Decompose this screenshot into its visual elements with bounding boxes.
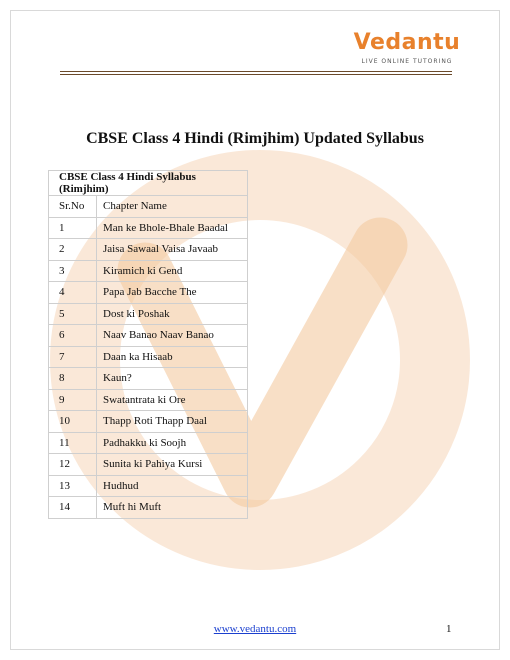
cell-srno: 11 (49, 432, 97, 454)
cell-chapter-name: Kiramich ki Gend (97, 260, 248, 282)
table-row (49, 325, 248, 347)
cell-chapter-name: Thapp Roti Thapp Daal (97, 411, 248, 433)
cell-srno: 10 (49, 411, 97, 433)
table-header-row (49, 196, 248, 218)
cell-chapter-name: Naav Banao Naav Banao (97, 325, 248, 347)
page-number: 1 (446, 623, 452, 635)
table-row (49, 239, 248, 261)
cell-srno: 9 (49, 389, 97, 411)
cell-chapter-name: Daan ka Hisaab (97, 346, 248, 368)
cell-srno: 7 (49, 346, 97, 368)
cell-srno: 12 (49, 454, 97, 476)
vedantu-logo[interactable] (352, 30, 462, 70)
header-divider (60, 71, 452, 75)
cell-srno: 3 (49, 260, 97, 282)
cell-chapter-name: Dost ki Poshak (97, 303, 248, 325)
cell-srno: 14 (49, 497, 97, 519)
cell-chapter-name: Papa Jab Bacche The (97, 282, 248, 304)
table-row (49, 368, 248, 390)
column-header-chapter: Chapter Name (97, 196, 248, 218)
syllabus-table (48, 170, 248, 519)
cell-srno: 2 (49, 239, 97, 261)
logo-wordmark: Vedantu (353, 30, 461, 55)
cell-chapter-name: Man ke Bhole-Bhale Baadal (97, 217, 248, 239)
document-title: CBSE Class 4 Hindi (Rimjhim) Updated Syllabus (86, 130, 424, 147)
cell-srno: 4 (49, 282, 97, 304)
table-row (49, 454, 248, 476)
cell-srno: 5 (49, 303, 97, 325)
logo-tagline: LIVE ONLINE TUTORING (361, 58, 453, 65)
table-row (49, 260, 248, 282)
table-caption-row (49, 171, 248, 196)
table-row (49, 346, 248, 368)
cell-srno: 8 (49, 368, 97, 390)
table-row (49, 475, 248, 497)
cell-srno: 6 (49, 325, 97, 347)
cell-chapter-name: Muft hi Muft (97, 497, 248, 519)
cell-chapter-name: Swatantrata ki Ore (97, 389, 248, 411)
table-row (49, 282, 248, 304)
table-row (49, 217, 248, 239)
table-row (49, 389, 248, 411)
table-row (49, 432, 248, 454)
cell-srno: 13 (49, 475, 97, 497)
footer-website-link[interactable]: www.vedantu.com (213, 623, 297, 635)
cell-chapter-name: Kaun? (97, 368, 248, 390)
cell-chapter-name: Padhakku ki Soojh (97, 432, 248, 454)
table-row (49, 303, 248, 325)
cell-chapter-name: Jaisa Sawaal Vaisa Javaab (97, 239, 248, 261)
column-header-srno: Sr.No (49, 196, 97, 218)
cell-srno: 1 (49, 217, 97, 239)
table-row (49, 497, 248, 519)
cell-chapter-name: Sunita ki Pahiya Kursi (97, 454, 248, 476)
cell-chapter-name: Hudhud (97, 475, 248, 497)
table-caption: CBSE Class 4 Hindi Syllabus (Rimjhim) (49, 171, 248, 196)
table-row (49, 411, 248, 433)
